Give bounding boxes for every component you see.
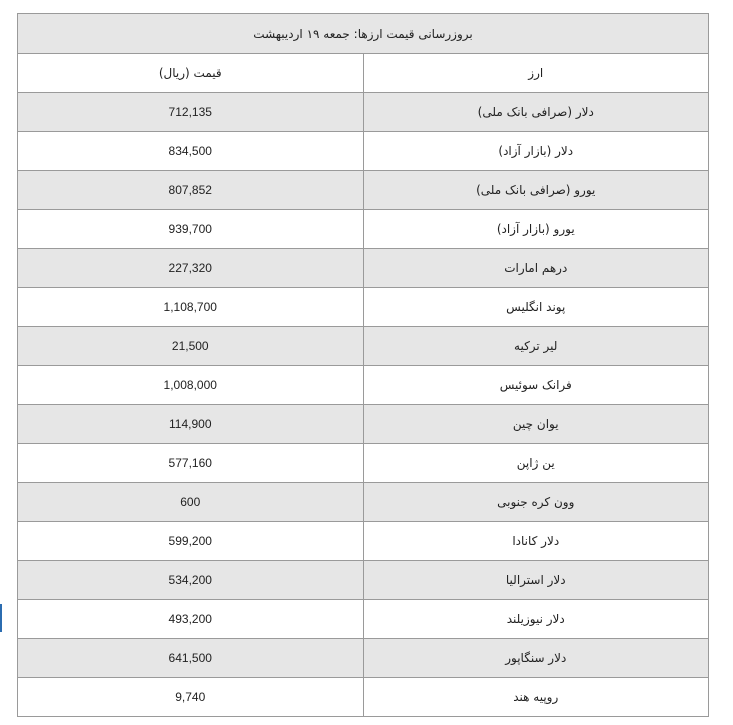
currency-price-cell: 114,900 (18, 405, 364, 444)
currency-name-cell: دلار سنگاپور (363, 639, 709, 678)
header-price: قیمت (ریال) (18, 54, 364, 93)
table-row (18, 561, 709, 600)
table-row (18, 483, 709, 522)
table-row (18, 210, 709, 249)
table-row (18, 288, 709, 327)
currency-price-cell: 807,852 (18, 171, 364, 210)
currency-name-cell: یوان چین (363, 405, 709, 444)
currency-name-cell: روپیه هند (363, 678, 709, 717)
table-row (18, 171, 709, 210)
side-scroll-marker (0, 604, 2, 632)
table-title-row (18, 14, 709, 54)
currency-price-cell: 599,200 (18, 522, 364, 561)
currency-price-cell: 600 (18, 483, 364, 522)
currency-price-cell: 834,500 (18, 132, 364, 171)
table-row (18, 639, 709, 678)
currency-name-cell: یورو (صرافی بانک ملی) (363, 171, 709, 210)
table-row (18, 522, 709, 561)
table-row (18, 249, 709, 288)
table-row (18, 678, 709, 717)
table-row (18, 366, 709, 405)
currency-name-cell: یورو (بازار آزاد) (363, 210, 709, 249)
currency-name-cell: درهم امارات (363, 249, 709, 288)
table-header-row (18, 54, 709, 93)
currency-price-cell: 712,135 (18, 93, 364, 132)
currency-price-cell: 534,200 (18, 561, 364, 600)
currency-name-cell: دلار کانادا (363, 522, 709, 561)
currency-rates-body (18, 14, 709, 717)
currency-price-cell: 1,108,700 (18, 288, 364, 327)
currency-name-cell: لیر ترکیه (363, 327, 709, 366)
currency-name-cell: دلار (بازار آزاد) (363, 132, 709, 171)
currency-price-cell: 577,160 (18, 444, 364, 483)
table-row (18, 132, 709, 171)
table-row (18, 93, 709, 132)
currency-name-cell: دلار نیوزیلند (363, 600, 709, 639)
table-title: بروزرسانی قیمت ارزها: جمعه ۱۹ اردیبهشت (18, 14, 709, 54)
currency-rates-table (17, 13, 709, 717)
currency-price-cell: 939,700 (18, 210, 364, 249)
currency-price-cell: 493,200 (18, 600, 364, 639)
currency-name-cell: پوند انگلیس (363, 288, 709, 327)
currency-name-cell: ین ژاپن (363, 444, 709, 483)
table-row (18, 327, 709, 366)
header-currency: ارز (363, 54, 709, 93)
currency-price-cell: 9,740 (18, 678, 364, 717)
table-row (18, 405, 709, 444)
currency-name-cell: وون کره جنوبی (363, 483, 709, 522)
currency-price-cell: 1,008,000 (18, 366, 364, 405)
currency-price-cell: 227,320 (18, 249, 364, 288)
currency-price-cell: 641,500 (18, 639, 364, 678)
currency-price-cell: 21,500 (18, 327, 364, 366)
currency-name-cell: دلار (صرافی بانک ملی) (363, 93, 709, 132)
currency-name-cell: دلار استرالیا (363, 561, 709, 600)
currency-name-cell: فرانک سوئیس (363, 366, 709, 405)
table-row (18, 600, 709, 639)
table-row (18, 444, 709, 483)
